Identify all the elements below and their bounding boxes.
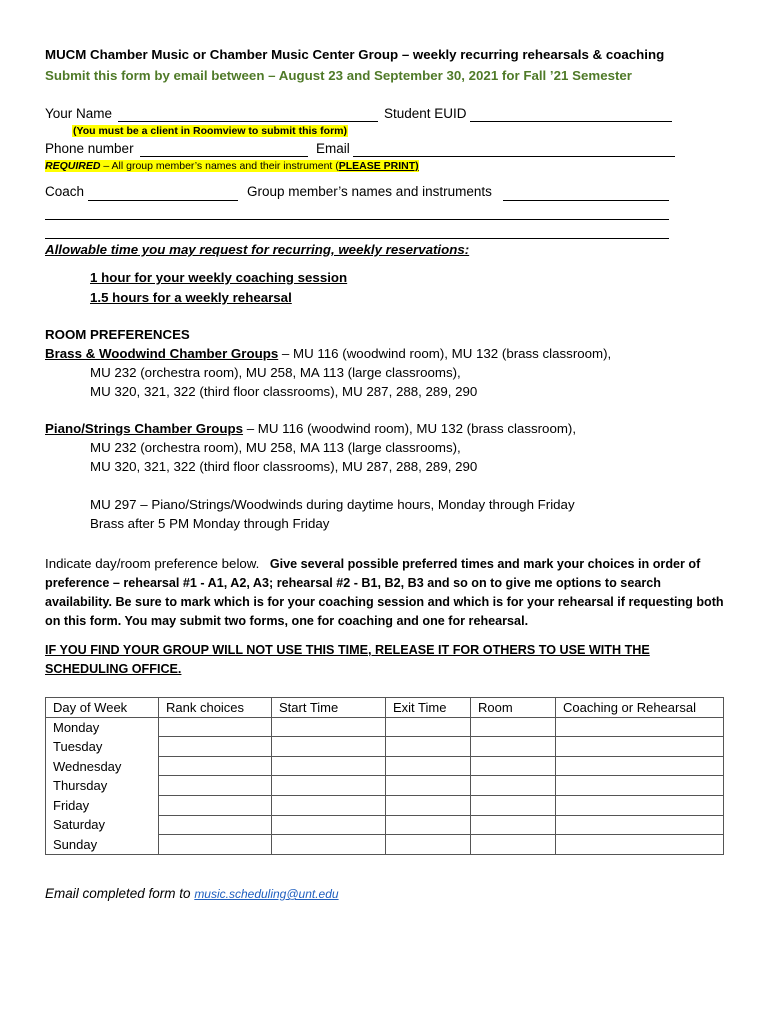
entry-cell[interactable] [159,717,272,737]
brass-line-1 [45,346,611,361]
group-members-label: Group member’s names and instruments [247,184,492,199]
day-cell: Sunday [46,835,159,855]
entry-cell[interactable] [471,815,556,835]
entry-cell[interactable] [159,835,272,855]
entry-cell[interactable] [272,756,386,776]
entry-cell[interactable] [471,795,556,815]
your-name-label: Your Name [45,106,113,121]
entry-cell[interactable] [386,795,471,815]
allowable-item-rehearsal: 1.5 hours for a weekly rehearsal [90,290,292,305]
brass-rooms-3: MU 320, 321, 322 (third floor classrooms), MU 287, 288, 289, 290 [90,384,478,399]
table-row [46,737,724,757]
footer-text: Email completed form to [45,886,195,901]
room-preferences-heading: ROOM PREFERENCES [45,327,190,342]
entry-cell[interactable] [159,815,272,835]
footer-line [45,886,339,901]
entry-cell[interactable] [272,795,386,815]
entry-cell[interactable] [159,776,272,796]
group-members-line-2[interactable] [45,219,669,220]
required-note [45,160,419,172]
entry-cell[interactable] [556,835,724,855]
day-cell: Monday [46,717,159,737]
day-cell: Saturday [46,815,159,835]
group-members-field[interactable] [503,200,669,201]
entry-cell[interactable] [272,737,386,757]
group-members-line-3[interactable] [45,238,669,239]
entry-cell[interactable] [386,717,471,737]
required-label: REQUIRED [45,160,101,172]
email-label: Email [316,141,350,156]
entry-cell[interactable] [159,795,272,815]
entry-cell[interactable] [471,776,556,796]
day-cell: Wednesday [46,756,159,776]
coach-field[interactable] [88,200,238,201]
entry-cell[interactable] [386,756,471,776]
allowable-item-coaching: 1 hour for your weekly coaching session [90,270,348,285]
form-title: MUCM Chamber Music or Chamber Music Center Group – weekly recurring rehearsals & coaching [45,47,665,62]
release-notice-line-2: SCHEDULING OFFICE. [45,662,182,676]
piano-rooms-2: MU 232 (orchestra room), MU 258, MA 113 (large classrooms), [90,440,461,455]
mu297-line-1: MU 297 – Piano/Strings/Woodwinds during daytime hours, Monday through Friday [90,497,575,512]
entry-cell[interactable] [556,815,724,835]
piano-rooms-1: – MU 116 (woodwind room), MU 132 (brass classroom), [243,421,577,436]
schedule-table [45,697,724,855]
entry-cell[interactable] [159,737,272,757]
piano-rooms-3: MU 320, 321, 322 (third floor classrooms), MU 287, 288, 289, 290 [90,459,478,474]
piano-label: Piano/Strings Chamber Groups [45,421,244,436]
submission-deadline: Submit this form by email between – August 23 and September 30, 2021 for Fall ’21 Semester [45,68,632,83]
day-cell: Thursday [46,776,159,796]
email-field[interactable] [353,156,675,157]
table-row [46,795,724,815]
table-row [46,717,724,737]
entry-cell[interactable] [471,737,556,757]
entry-cell[interactable] [272,717,386,737]
header-rank-choices: Rank choices [159,698,272,718]
table-row [46,835,724,855]
coach-label: Coach [45,184,85,199]
brass-rooms-1: – MU 116 (woodwind room), MU 132 (brass classroom), [278,346,612,361]
phone-label: Phone number [45,141,134,156]
header-day-of-week: Day of Week [46,698,159,718]
please-print: PLEASE PRINT) [338,160,419,172]
entry-cell[interactable] [159,756,272,776]
footer-email-link[interactable]: music.scheduling@unt.edu [194,887,339,901]
entry-cell[interactable] [471,835,556,855]
entry-cell[interactable] [556,795,724,815]
entry-cell[interactable] [272,776,386,796]
entry-cell[interactable] [272,815,386,835]
entry-cell[interactable] [386,776,471,796]
entry-cell[interactable] [556,717,724,737]
entry-cell[interactable] [386,835,471,855]
roomview-note: (You must be a client in Roomview to submit this form) [73,125,347,137]
entry-cell[interactable] [386,815,471,835]
entry-cell[interactable] [386,737,471,757]
entry-cell[interactable] [556,776,724,796]
header-start-time: Start Time [272,698,386,718]
table-row [46,756,724,776]
instructions-lead: Indicate day/room preference below. [45,556,260,571]
table-row [46,776,724,796]
instructions-paragraph [45,554,725,631]
student-euid-field[interactable] [470,121,672,122]
entry-cell[interactable] [556,756,724,776]
header-coaching-or-rehearsal: Coaching or Rehearsal [556,698,724,718]
brass-label: Brass & Woodwind Chamber Groups [45,346,279,361]
entry-cell[interactable] [471,717,556,737]
header-room: Room [471,698,556,718]
entry-cell[interactable] [471,756,556,776]
entry-cell[interactable] [556,737,724,757]
mu297-line-2: Brass after 5 PM Monday through Friday [90,516,330,531]
piano-line-1 [45,421,576,436]
table-header-row [46,698,724,718]
instructions-body: Give several possible preferred times and mark your choices in order of preference – rehearsal #1 - A1, A2, A3; rehearsal #2 - B1, B2, B3 and so on to give me options to search availability. Be sure to mark which is for your coaching session and which is for your rehearsal if requesting both on this form. You may submit two forms, one for coaching and one for rehearsal. [45,557,724,628]
header-exit-time: Exit Time [386,698,471,718]
day-cell: Tuesday [46,737,159,757]
required-text: – All group member’s names and their instrument ( [100,160,339,172]
allowable-heading: Allowable time you may request for recurring, weekly reservations: [45,242,470,257]
release-notice-line-1: IF YOU FIND YOUR GROUP WILL NOT USE THIS TIME, RELEASE IT FOR OTHERS TO USE WITH THE [45,643,650,657]
table-row [46,815,724,835]
phone-field[interactable] [140,156,308,157]
entry-cell[interactable] [272,835,386,855]
day-cell: Friday [46,795,159,815]
your-name-field[interactable] [118,121,378,122]
student-euid-label: Student EUID [384,106,467,121]
brass-rooms-2: MU 232 (orchestra room), MU 258, MA 113 (large classrooms), [90,365,461,380]
